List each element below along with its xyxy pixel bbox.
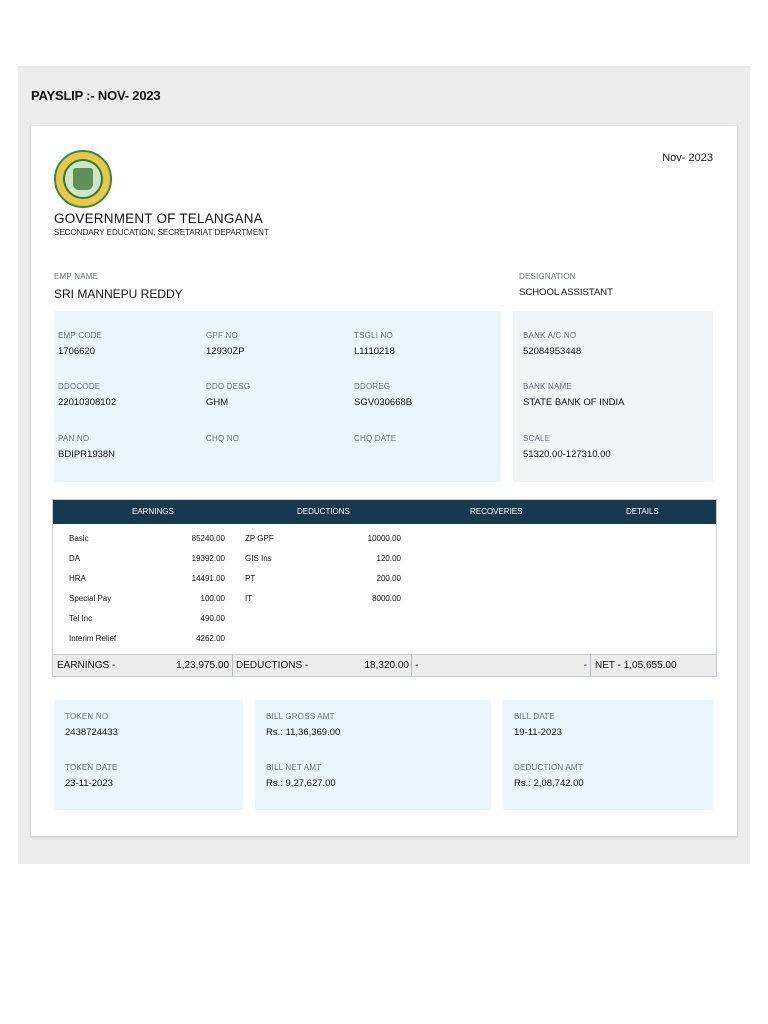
earning-name: HRA <box>69 574 86 583</box>
bill-gross-field <box>266 712 340 738</box>
earning-name: Basic <box>69 534 89 543</box>
recoveries-total-label: - <box>415 660 419 671</box>
earning-name: Tel Inc <box>69 614 93 623</box>
deduction-amt-field <box>514 763 584 789</box>
token-date-label: TOKEN DATE <box>65 763 118 772</box>
deduction-amt-value: Rs.: 2,08,742.00 <box>514 778 584 789</box>
ddo-desg-value: GHM <box>206 397 229 408</box>
deduction-amount: 8000.00 <box>372 594 401 603</box>
earnings-total-value: 1,23,975.00 <box>176 660 229 671</box>
pan-no-value: BDIPR1938N <box>58 449 116 460</box>
tsgli-no-value: L1110218 <box>354 346 395 357</box>
gpf-no-field <box>206 331 245 357</box>
bank-account-field <box>523 331 581 357</box>
ddocode-label: DDOCODE <box>58 382 101 391</box>
deduction-name: PT <box>245 574 256 583</box>
ddocode-field <box>58 382 116 408</box>
ddoreg-value: SGV030668B <box>354 397 413 408</box>
pan-no-label: PAN NO <box>58 434 90 443</box>
gpf-no-label: GPF NO <box>206 331 238 340</box>
bank-name-value: STATE BANK OF INDIA <box>523 397 625 408</box>
earning-name: Interim Relief <box>69 634 117 643</box>
scale-field <box>523 434 611 460</box>
scale-value: 51320.00-127310.00 <box>523 449 611 460</box>
emp-code-field <box>58 331 102 357</box>
chq-no-label: CHQ NO <box>206 434 240 443</box>
earning-amount: 100.00 <box>200 594 225 603</box>
scale-label: SCALE <box>523 434 551 443</box>
gpf-no-value: 12930ZP <box>206 346 245 357</box>
token-no-value: 2438724433 <box>65 727 118 738</box>
government-name: GOVERNMENT OF TELANGANA <box>54 211 263 226</box>
emp-code-value: 1706620 <box>58 346 95 357</box>
deduction-amount: 120.00 <box>376 554 401 563</box>
ddo-desg-label: DDO DESG <box>206 382 251 391</box>
bill-date-label: BILL DATE <box>514 712 555 721</box>
deductions-total-label: DEDUCTIONS - <box>236 660 309 671</box>
token-no-field <box>65 712 118 738</box>
department-name: SECONDARY EDUCATION, SECRETARIAT DEPARTMENT <box>54 228 269 237</box>
earning-amount: 4262.00 <box>196 634 225 643</box>
earning-amount: 85240.00 <box>191 534 225 543</box>
token-date-field <box>65 763 117 789</box>
token-date-value: 23-11-2023 <box>65 778 113 789</box>
deduction-amount: 10000.00 <box>367 534 401 543</box>
deduction-amt-label: DEDUCTION AMT <box>514 763 583 772</box>
bill-net-label: BILL NET AMT <box>266 763 322 772</box>
earning-amount: 490.00 <box>200 614 225 623</box>
bill-net-field <box>266 763 336 789</box>
payslip-container <box>18 66 750 864</box>
earning-name: Special Pay <box>69 594 112 603</box>
earnings-deductions-table <box>52 499 717 677</box>
page-title: PAYSLIP :- NOV- 2023 <box>31 88 161 103</box>
payslip-card <box>31 126 737 836</box>
token-panel <box>54 700 243 810</box>
ddocode-value: 22010308102 <box>58 397 117 408</box>
emp-code-label: EMP CODE <box>58 331 103 340</box>
ddoreg-label: DDOREG <box>354 382 391 391</box>
bank-details-panel <box>513 311 713 482</box>
bill-date-field <box>514 712 562 738</box>
totals-row <box>53 654 716 676</box>
payslip-period: Nov- 2023 <box>662 152 713 164</box>
deductions-header: DEDUCTIONS <box>297 507 350 516</box>
ddoreg-field <box>354 382 412 408</box>
designation-value: SCHOOL ASSISTANT <box>519 287 613 298</box>
recoveries-header: RECOVERIES <box>470 507 523 516</box>
bank-account-label: BANK A/C NO <box>523 331 577 340</box>
earnings-total-label: EARNINGS - <box>57 660 116 671</box>
chq-date-field <box>354 434 396 449</box>
deduction-amount: 200.00 <box>376 574 401 583</box>
chq-date-label: CHQ DATE <box>354 434 397 443</box>
bill-gross-label: BILL GROSS AMT <box>266 712 335 721</box>
ddo-desg-field <box>206 382 250 408</box>
recoveries-total-value: - <box>583 660 587 671</box>
tsgli-no-field <box>354 331 395 357</box>
employee-details-panel <box>54 311 501 482</box>
bank-name-label: BANK NAME <box>523 382 572 391</box>
net-total: NET - 1,05,655.00 <box>595 660 677 671</box>
bank-account-value: 52084953448 <box>523 346 582 357</box>
token-no-label: TOKEN NO <box>65 712 109 721</box>
earnings-header: EARNINGS <box>132 507 174 516</box>
emp-name-value: SRI MANNEPU REDDY <box>54 287 183 301</box>
bill-net-value: Rs.: 9,27,627.00 <box>266 778 336 789</box>
table-header <box>53 500 716 524</box>
table-body <box>53 524 716 654</box>
earning-amount: 19392.00 <box>191 554 225 563</box>
deduction-name: ZP GPF <box>245 534 274 543</box>
pan-no-field <box>58 434 115 460</box>
bank-name-field <box>523 382 625 408</box>
deductions-total-value: 18,320.00 <box>364 660 409 671</box>
bill-amount-panel <box>255 700 491 810</box>
bill-date-panel <box>503 700 713 810</box>
details-header: DETAILS <box>626 507 659 516</box>
deduction-name: IT <box>245 594 253 603</box>
designation-label: DESIGNATION <box>519 272 576 281</box>
telangana-emblem-icon <box>54 150 112 208</box>
earning-name: DA <box>69 554 81 563</box>
designation-field <box>519 272 613 298</box>
emp-name-label: EMP NAME <box>54 272 99 281</box>
tsgli-no-label: TSGLI NO <box>354 331 393 340</box>
bill-date-value: 19-11-2023 <box>514 727 562 738</box>
bill-gross-value: Rs.: 11,36,369.00 <box>266 727 341 738</box>
emp-name-field <box>54 272 183 301</box>
deduction-name: GIS Ins <box>245 554 272 563</box>
chq-no-field <box>206 434 239 449</box>
earning-amount: 14491.00 <box>191 574 225 583</box>
